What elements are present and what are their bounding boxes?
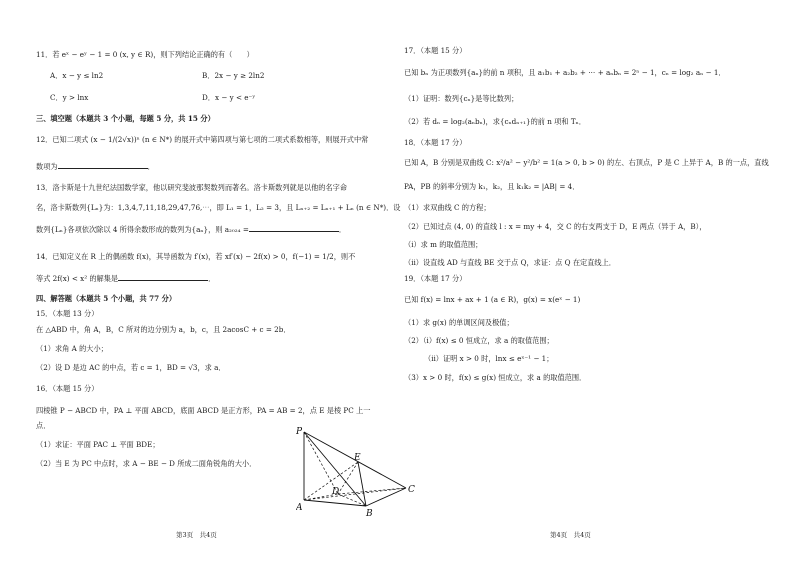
q17-sub1: （1）证明：数列{cₙ}是等比数列；: [404, 94, 519, 103]
q19-title: 19．（本题 17 分）: [404, 274, 467, 283]
q16-line2: 点．: [36, 421, 51, 430]
q14-line1: 14．已知定义在 R 上的偶函数 f(x)，其导函数为 f′(x)，若 xf′(x) − 2f(x) > 0，f(−1) = 1/2，则不: [36, 252, 356, 261]
right-page: [404, 0, 769, 561]
q13-answer-blank[interactable]: [249, 224, 339, 232]
q14-line2: 等式 2f(x) < x² 的解集是 ．: [36, 274, 216, 283]
q19-sub3: （3）x > 0 时，f(x) ≤ g(x) 恒成立，求 a 的取值范围．: [404, 373, 587, 382]
q12-line2: 数项为 ．: [36, 162, 155, 171]
q14-line2-text: 等式 2f(x) < x² 的解集是: [36, 274, 119, 283]
q11-stem: 11．若 eˣ − eʸ − 1 = 0 (x, y ∈ R)，则下列结论正确的有（ ）: [36, 50, 254, 59]
q13-line1: 13．洛卡斯是十九世纪法国数学家，他以研究斐波那契数列而著名。洛卡斯数列就是以他的名字命: [36, 183, 348, 192]
q12-answer-blank[interactable]: [58, 161, 148, 169]
q18-sub2: （2）已知过点 (4, 0) 的直线 l : x = my + 4，交 C 的右支两支于 D，E 两点（异于 A，B），: [404, 222, 707, 231]
label-p: P: [296, 427, 303, 437]
q18-sub2a: （ⅰ）求 m 的取值范围；: [404, 240, 483, 249]
label-c: C: [408, 485, 415, 495]
label-d: D: [332, 487, 340, 497]
q13-line3: 数列{Lₙ}各项依次除以 4 所得余数形成的数列为{aₙ}，则 a₂₀₂₄ = ．: [36, 225, 347, 234]
q13-line3-text: 数列{Lₙ}各项依次除以 4 所得余数形成的数列为{aₙ}，则 a₂₀₂₄ =: [36, 225, 249, 234]
q19-line1: 已知 f(x) = lnx + ax + 1 (a ∈ R)，g(x) = x(eˣ − 1): [404, 295, 581, 304]
q18-title: 18．（本题 17 分）: [404, 138, 467, 147]
q18-line1: 已知 A，B 分别是双曲线 C: x²/a² − y²/b² = 1(a > 0, b > 0) 的左、右顶点，P 是 C 上异于 A，B 的一点，直线: [404, 158, 769, 167]
q11-option-b: B．2x − y ≥ 2ln2: [202, 71, 265, 80]
label-e: E: [354, 453, 361, 463]
pyramid-figure: [296, 424, 420, 518]
q17-title: 17．（本题 15 分）: [404, 46, 467, 55]
edge-ac: [304, 488, 406, 500]
q11-option-a: A．x − y ≤ ln2: [50, 71, 104, 80]
q16-title: 16．（本题 15 分）: [36, 384, 99, 393]
edge-eb: [358, 462, 366, 506]
q15-sub1: （1）求角 A 的大小；: [36, 344, 108, 353]
edge-ed: [338, 462, 358, 494]
q19-sub1: （1）求 g(x) 的单调区间及极值；: [404, 318, 514, 327]
q15-sub2: （2）设 D 是边 AC 的中点，若 c = 1，BD = √3，求 a．: [36, 363, 226, 372]
q12-line2-text: 数项为: [36, 162, 58, 171]
section-3-heading: 三、填空题（本题共 3 个小题，每题 5 分，共 15 分）: [36, 114, 215, 123]
left-page-footer: 第3页 共4页: [176, 531, 217, 539]
q18-line2: PA，PB 的斜率分别为 k₁，k₂，且 k₁k₂ = |AB| = 4．: [404, 182, 580, 191]
q17-line1: 已知 bₙ 为正项数列{aₙ}的前 n 项积，且 a₁b₁ + a₂b₂ + ⋯ + aₙbₙ = 2ⁿ − 1，cₙ = log₂ aₙ − 1．: [404, 68, 726, 77]
label-b: B: [366, 509, 373, 518]
q17-sub2: （2）若 dₙ = log₂(aₙbₙ)，求{cₙdₙ₊₁}的前 n 项和 Tₙ．: [404, 117, 586, 126]
section-4-heading: 四、解答题（本题共 5 个小题，共 77 分）: [36, 294, 177, 303]
edge-ab: [304, 500, 366, 506]
q18-sub1: （1）求双曲线 C 的方程；: [404, 203, 491, 212]
q19-sub2a: （2）（ⅰ）f(x) ≤ 0 恒成立，求 a 的取值范围；: [404, 336, 554, 345]
label-a: A: [296, 503, 303, 513]
q12-line1: 12．已知二项式 (x − 1/(2√x))ⁿ (n ∈ N*) 的展开式中第四项与第七项的二项式系数相等，则展开式中常: [36, 135, 369, 144]
q16-sub2: （2）当 E 为 PC 中点时，求 A − BE − D 所成二面角锐角的大小．: [36, 459, 257, 468]
q18-sub2b: （ⅱ）设直线 AD 与直线 BE 交于点 Q，求证：点 Q 在定直线上．: [404, 258, 616, 267]
q15-line1: 在 △ABD 中，角 A，B，C 所对的边分别为 a，b，c，且 2acosC + c = 2b．: [36, 325, 291, 334]
right-page-footer: 第4页 共4页: [550, 531, 591, 539]
q13-line2: 名，洛卡斯数列{Lₙ}为：1,3,4,7,11,18,29,47,76,⋯，即 L₁ = 1，L₂ = 3，且 Lₙ₊₂ = Lₙ₊₁ + Lₙ (n ∈ N*)．设: [36, 203, 401, 212]
q11-option-d: D．x − y < e⁻ʸ: [202, 93, 256, 102]
q16-line1: 四棱锥 P − ABCD 中，PA ⊥ 平面 ABCD，底面 ABCD 是正方形，PA = AB = 2，点 E 是棱 PC 上一: [36, 406, 371, 415]
q16-sub1: （1）求证：平面 PAC ⊥ 平面 BDE；: [36, 440, 160, 449]
q14-answer-blank[interactable]: [118, 273, 208, 281]
q15-title: 15．（本题 13 分）: [36, 309, 99, 318]
q19-sub2b: （ⅱ）证明 x > 0 时，lnx ≤ eˣ⁻¹ − 1；: [424, 354, 554, 363]
q11-option-c: C．y > lnx: [50, 93, 89, 102]
